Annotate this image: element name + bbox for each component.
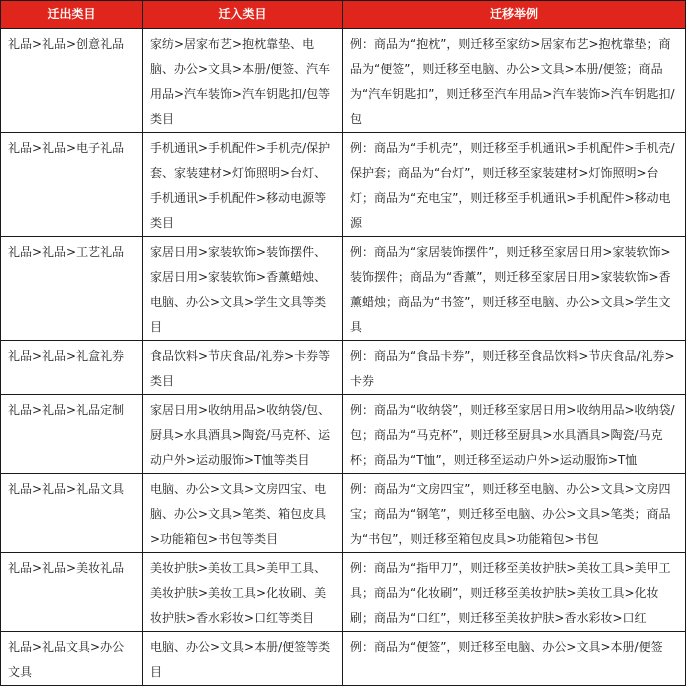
from-category-cell: 礼品>礼品>礼品定制 [1,395,143,474]
example-cell: 例：商品为“收纳袋”，则迁移至家居日用>收纳用品>收纳袋/包；商品为“马克杯”，则迁移至厨具>水具酒具>陶瓷/马克杯；商品为“T恤”，则迁移至运动户外>运动服饰>T恤 [343,395,686,474]
to-category-cell: 家纺>居家布艺>抱枕靠垫、电脑、办公>文具>本册/便签、汽车用品>汽车装饰>汽车钥匙扣/包等类目 [143,29,343,133]
to-category-cell: 食品饮料>节庆食品/礼券>卡券等类目 [143,341,343,395]
table-header-row [1,1,686,29]
to-category-cell: 电脑、办公>文具>本册/便签等类目 [143,632,343,686]
example-cell: 例：商品为“手机壳”，则迁移至手机通讯>手机配件>手机壳/保护套；商品为“台灯”，则迁移至家装建材>灯饰照明>台灯；商品为“充电宝”，则迁移至手机通讯>手机配件>移动电源 [343,133,686,237]
from-category-cell: 礼品>礼品>美妆礼品 [1,553,143,632]
example-cell: 例：商品为“便签”，则迁移至电脑、办公>文具>本册/便签 [343,632,686,686]
table-row [1,553,686,632]
table-row [1,237,686,341]
table-row [1,133,686,237]
table-row [1,474,686,553]
from-category-cell: 礼品>礼品>礼盒礼券 [1,341,143,395]
header-migration-example: 迁移举例 [343,1,686,29]
example-cell: 例：商品为“抱枕”，则迁移至家纺>居家布艺>抱枕靠垫；商品为“便签”，则迁移至电脑、办公>文具>本册/便签；商品为“汽车钥匙扣”，则迁移至汽车用品>汽车装饰>汽车钥匙扣/包 [343,29,686,133]
table-row [1,632,686,686]
to-category-cell: 手机通讯>手机配件>手机壳/保护套、家装建材>灯饰照明>台灯、手机通讯>手机配件>移动电源等类目 [143,133,343,237]
example-cell: 例：商品为“指甲刀”，则迁移至美妆护肤>美妆工具>美甲工具；商品为“化妆刷”，则迁移至美妆护肤>美妆工具>化妆刷；商品为“口红”，则迁移至美妆护肤>香水彩妆>口红 [343,553,686,632]
example-cell: 例：商品为“家居装饰摆件”，则迁移至家居日用>家装软饰>装饰摆件；商品为“香薰”，则迁移至家居日用>家装软饰>香薰蜡烛；商品为“书签”，则迁移至电脑、办公>文具>学生文具 [343,237,686,341]
to-category-cell: 家居日用>收纳用品>收纳袋/包、厨具>水具酒具>陶瓷/马克杯、运动户外>运动服饰>T恤等类目 [143,395,343,474]
header-from-category: 迁出类目 [1,1,143,29]
header-to-category: 迁入类目 [143,1,343,29]
from-category-cell: 礼品>礼品>工艺礼品 [1,237,143,341]
from-category-cell: 礼品>礼品文具>办公文具 [1,632,143,686]
to-category-cell: 家居日用>家装软饰>装饰摆件、家居日用>家装软饰>香薰蜡烛、电脑、办公>文具>学生文具等类目 [143,237,343,341]
table-row [1,341,686,395]
to-category-cell: 电脑、办公>文具>文房四宝、电脑、办公>文具>笔类、箱包皮具>功能箱包>书包等类目 [143,474,343,553]
to-category-cell: 美妆护肤>美妆工具>美甲工具、美妆护肤>美妆工具>化妆刷、美妆护肤>香水彩妆>口红等类目 [143,553,343,632]
from-category-cell: 礼品>礼品>创意礼品 [1,29,143,133]
example-cell: 例：商品为“文房四宝”，则迁移至电脑、办公>文具>文房四宝；商品为“钢笔”，则迁移至电脑、办公>文具>笔类；商品为“书包”，则迁移至箱包皮具>功能箱包>书包 [343,474,686,553]
example-cell: 例：商品为“食品卡券”，则迁移至食品饮料>节庆食品/礼券>卡券 [343,341,686,395]
from-category-cell: 礼品>礼品>电子礼品 [1,133,143,237]
table-row [1,29,686,133]
table-row [1,395,686,474]
from-category-cell: 礼品>礼品>礼品文具 [1,474,143,553]
